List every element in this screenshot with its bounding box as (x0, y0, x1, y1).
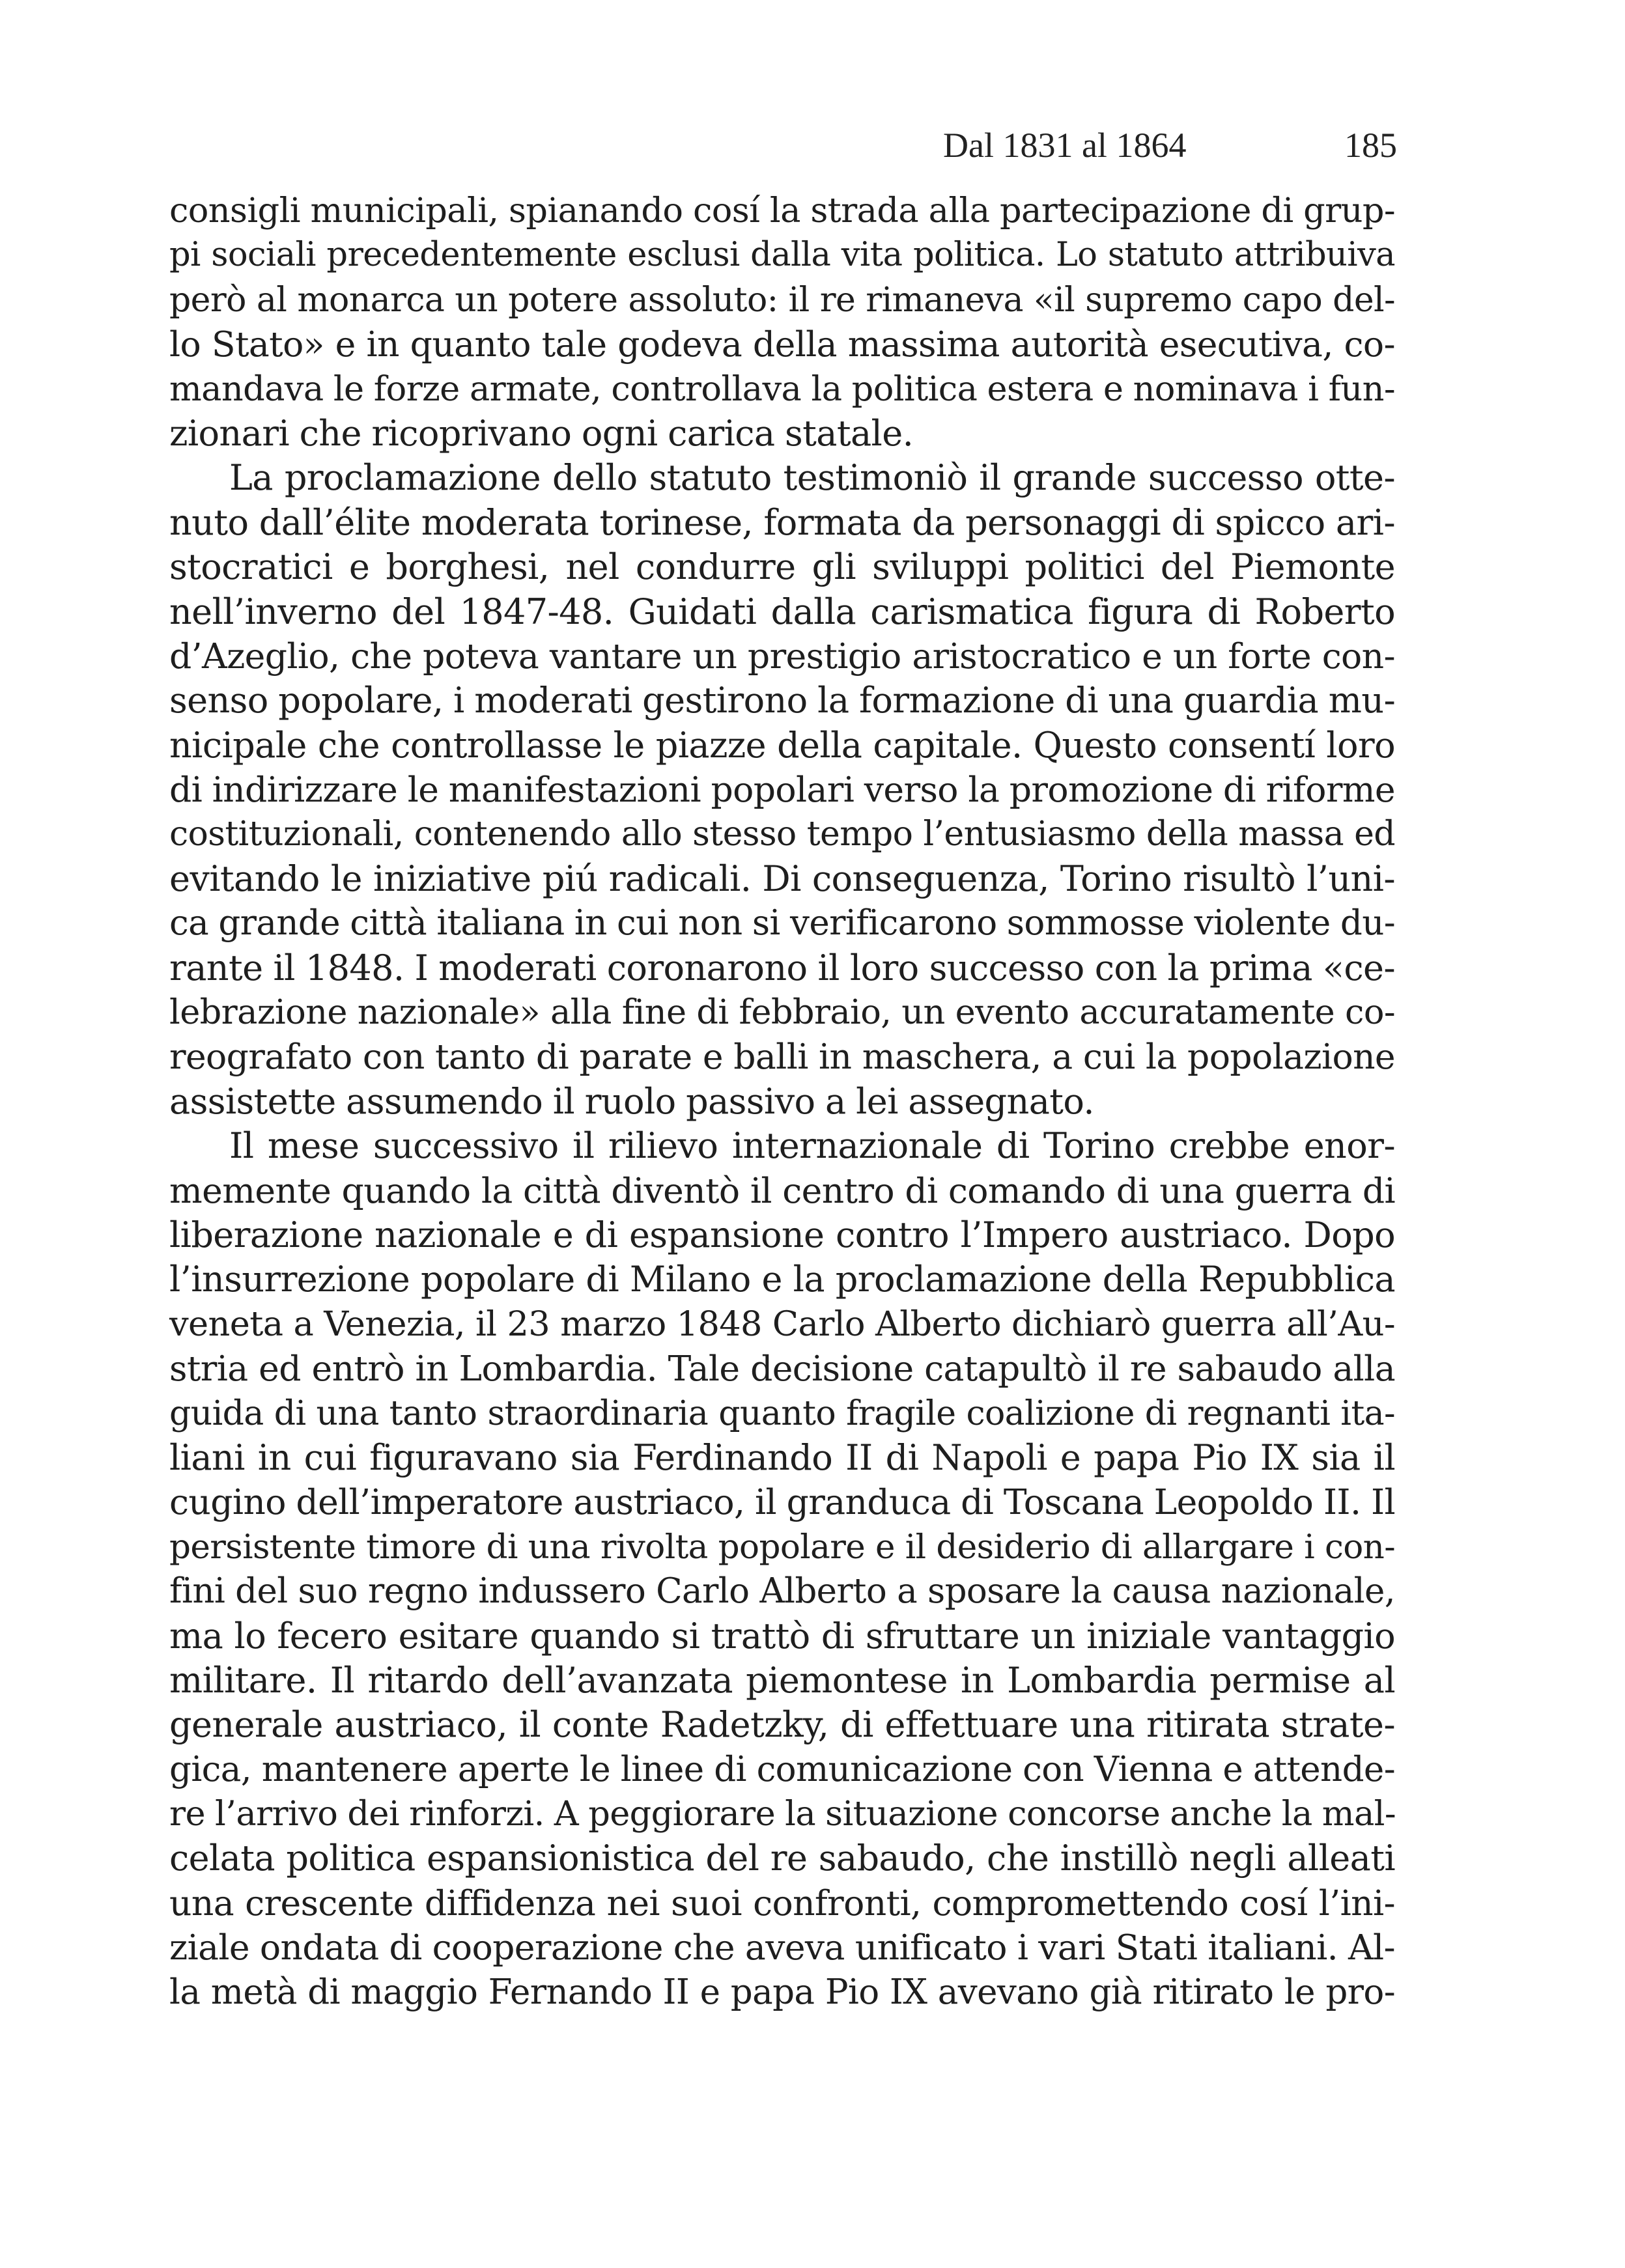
running-title: Dal 1831 al 1864 (943, 126, 1187, 165)
running-head (943, 116, 1397, 175)
text-line: celata politica espansionistica del re sabaudo, che instillò negli alleati (169, 1838, 1395, 1879)
text-line: ma lo fecero esitare quando si trattò di sfruttare un iniziale vantaggio (169, 1615, 1395, 1657)
text-line: l’insurrezione popolare di Milano e la proclamazione della Repubblica (169, 1259, 1395, 1300)
text-line: stocratici e borghesi, nel condurre gli sviluppi politici del Piemonte (169, 546, 1395, 588)
text-line: reografato con tanto di parate e balli in maschera, a cui la popolazione (169, 1036, 1395, 1078)
page-number: 185 (1344, 126, 1397, 165)
text-line: cugino dell’imperatore austriaco, il granduca di Toscana Leopoldo II. Il (169, 1481, 1395, 1523)
text-line: però al monarca un potere assoluto: il re rimaneva «il supremo capo del- (169, 280, 1395, 320)
text-line: pi sociali precedentemente esclusi dalla vita politica. Lo statuto attribuiva (169, 236, 1395, 275)
text-line: memente quando la città diventò il centro di comando di una guerra di (169, 1169, 1395, 1211)
paragraph (169, 189, 1395, 456)
text-line: persistente timore di una rivolta popolare e il desiderio di allargare i con- (169, 1527, 1395, 1567)
text-line: mandava le forze armate, controllava la politica estera e nominava i fun- (169, 369, 1395, 409)
paragraph (169, 1124, 1395, 2015)
text-line: gica, mantenere aperte le linee di comunicazione con Vienna e attende- (169, 1749, 1395, 1789)
text-line: fini del suo regno indussero Carlo Alberto a sposare la causa nazionale, (169, 1571, 1395, 1612)
text-line: liani in cui figuravano sia Ferdinando II di Napoli e papa Pio IX sia il (169, 1436, 1395, 1478)
text-line: Il mese successivo il rilievo internazionale di Torino crebbe enor- (229, 1125, 1395, 1167)
text-line: una crescente diffidenza nei suoi confronti, compromettendo cosí l’ini- (169, 1882, 1395, 1924)
text-line: rante il 1848. I moderati coronarono il loro successo con la prima «ce- (169, 947, 1395, 988)
text-line: veneta a Venezia, il 23 marzo 1848 Carlo Alberto dichiarò guerra all’Au- (169, 1304, 1395, 1344)
text-line: consigli municipali, spianando cosí la strada alla partecipazione di grup- (169, 191, 1395, 231)
text-line: di indirizzare le manifestazioni popolari verso la promozione di riforme (169, 769, 1395, 811)
text-line: nuto dall’élite moderata torinese, formata da personaggi di spicco ari- (169, 501, 1395, 543)
text-line: ziale ondata di cooperazione che aveva unificato i vari Stati italiani. Al- (169, 1927, 1395, 1968)
text-line: stria ed entrò in Lombardia. Tale decisione catapultò il re sabaudo alla (169, 1348, 1395, 1390)
text-line: re l’arrivo dei rinforzi. A peggiorare la situazione concorse anche la mal- (169, 1794, 1396, 1834)
text-line: liberazione nazionale e di espansione contro l’Impero austriaco. Dopo (169, 1214, 1395, 1255)
text-line: d’Azeglio, che poteva vantare un prestigio aristocratico e un forte con- (169, 635, 1395, 677)
text-line: nell’inverno del 1847-48. Guidati dalla carismatica figura di Roberto (169, 591, 1395, 632)
text-line: nicipale che controllasse le piazze della capitale. Questo consentí loro (169, 724, 1395, 766)
text-line: guida di una tanto straordinaria quanto fragile coalizione di regnanti ita- (169, 1393, 1395, 1433)
text-line: assistette assumendo il ruolo passivo a lei assegnato. (169, 1080, 1094, 1122)
text-line: generale austriaco, il conte Radetzky, di effettuare una ritirata strate- (169, 1704, 1395, 1746)
text-line: La proclamazione dello statuto testimoniò il grande successo otte- (229, 457, 1395, 499)
text-line: evitando le iniziative piú radicali. Di conseguenza, Torino risultò l’uni- (169, 858, 1395, 899)
text-line: costituzionali, contenendo allo stesso tempo l’entusiasmo della massa ed (169, 815, 1395, 854)
body-text (169, 189, 1395, 2015)
text-line: senso popolare, i moderati gestirono la formazione di una guardia mu- (169, 680, 1396, 721)
text-line: lebrazione nazionale» alla fine di febbraio, un evento accuratamente co- (169, 992, 1395, 1033)
text-line: militare. Il ritardo dell’avanzata piemontese in Lombardia permise al (169, 1659, 1395, 1701)
paragraph (169, 456, 1395, 1124)
text-line: la metà di maggio Fernando II e papa Pio IX avevano già ritirato le pro- (169, 1972, 1395, 2012)
text-line: ca grande città italiana in cui non si verificarono sommosse violente du- (169, 903, 1396, 944)
text-line: lo Stato» e in quanto tale godeva della massima autorità esecutiva, co- (169, 324, 1395, 365)
text-line: zionari che ricoprivano ogni carica statale. (169, 412, 914, 454)
